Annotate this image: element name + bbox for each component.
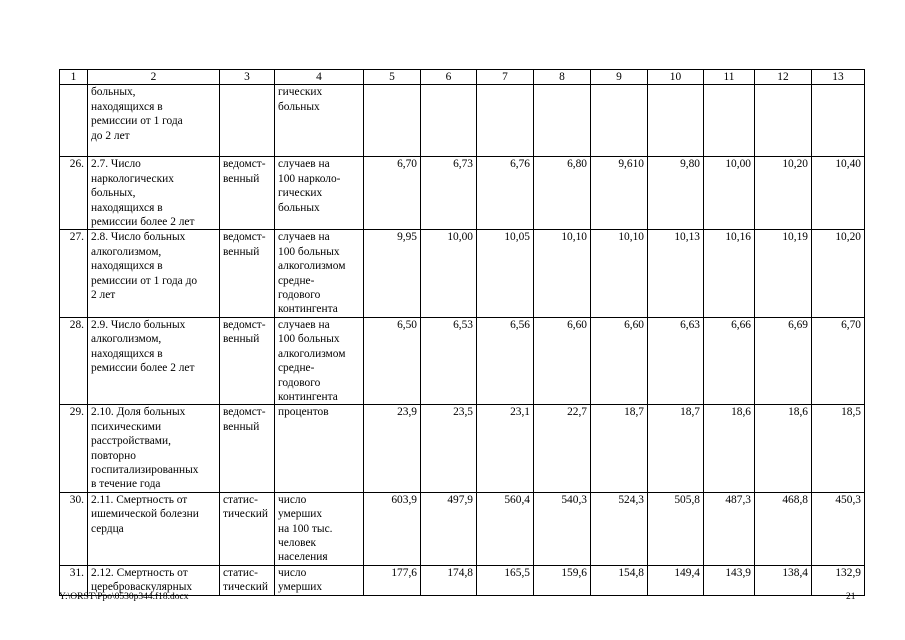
value-cell [812, 85, 865, 157]
column-header-7: 7 [477, 70, 534, 85]
column-header-10: 10 [648, 70, 704, 85]
value-cell: 18,6 [704, 405, 755, 492]
value-cell [364, 85, 421, 157]
value-cell: 23,9 [364, 405, 421, 492]
value-cell: 9,80 [648, 157, 704, 230]
column-header-12: 12 [755, 70, 812, 85]
source-type-cell: статис- тический [220, 565, 275, 595]
value-cell: 6,50 [364, 317, 421, 404]
value-cell: 149,4 [648, 565, 704, 595]
value-cell: 174,8 [421, 565, 477, 595]
row-number-cell [60, 85, 88, 157]
unit-cell: число умерших на 100 тыс. человек населения [275, 492, 364, 565]
unit-cell: гических больных [275, 85, 364, 157]
table-row [60, 317, 865, 404]
value-cell: 603,9 [364, 492, 421, 565]
indicator-name-cell: 2.9. Число больных алкоголизмом, находящихся в ремиссии более 2 лет [88, 317, 220, 404]
indicator-name-cell: 2.11. Смертность от ишемической болезни сердца [88, 492, 220, 565]
value-cell: 6,60 [591, 317, 648, 404]
value-cell: 22,7 [534, 405, 591, 492]
footer-file-path: Y:\ORST\Ppo\0530p344.f18.docx [59, 592, 189, 602]
column-header-11: 11 [704, 70, 755, 85]
row-number-cell: 30. [60, 492, 88, 565]
value-cell: 10,13 [648, 230, 704, 317]
value-cell: 6,69 [755, 317, 812, 404]
indicator-name-cell: 2.10. Доля больных психическими расстройствами, повторно госпитализированных в течение года [88, 405, 220, 492]
column-header-8: 8 [534, 70, 591, 85]
unit-cell: процентов [275, 405, 364, 492]
value-cell: 524,3 [591, 492, 648, 565]
table-body [60, 85, 865, 595]
table-row [60, 405, 865, 492]
value-cell: 159,6 [534, 565, 591, 595]
value-cell: 18,7 [648, 405, 704, 492]
value-cell: 10,05 [477, 230, 534, 317]
indicator-name-cell: 2.7. Число наркологических больных, находящихся в ремиссии более 2 лет [88, 157, 220, 230]
value-cell: 6,56 [477, 317, 534, 404]
row-number-cell: 31. [60, 565, 88, 595]
column-header-5: 5 [364, 70, 421, 85]
value-cell [534, 85, 591, 157]
value-cell: 9,610 [591, 157, 648, 230]
value-cell: 487,3 [704, 492, 755, 565]
source-type-cell: статис- тический [220, 492, 275, 565]
source-type-cell: ведомст- венный [220, 405, 275, 492]
value-cell: 10,16 [704, 230, 755, 317]
table-header-row [60, 70, 865, 85]
source-type-cell [220, 85, 275, 157]
value-cell: 10,40 [812, 157, 865, 230]
value-cell: 10,20 [755, 157, 812, 230]
value-cell: 540,3 [534, 492, 591, 565]
value-cell: 505,8 [648, 492, 704, 565]
value-cell: 18,5 [812, 405, 865, 492]
column-header-1: 1 [60, 70, 88, 85]
value-cell: 6,66 [704, 317, 755, 404]
row-number-cell: 27. [60, 230, 88, 317]
value-cell: 6,70 [364, 157, 421, 230]
value-cell [704, 85, 755, 157]
value-cell: 450,3 [812, 492, 865, 565]
value-cell [421, 85, 477, 157]
value-cell: 10,19 [755, 230, 812, 317]
value-cell: 143,9 [704, 565, 755, 595]
table-row [60, 85, 865, 157]
source-type-cell: ведомст- венный [220, 230, 275, 317]
value-cell: 10,00 [704, 157, 755, 230]
value-cell: 177,6 [364, 565, 421, 595]
indicator-name-cell: 2.12. Смертность от цереброваскулярных [88, 565, 220, 595]
unit-cell: случаев на 100 нарколо- гических больных [275, 157, 364, 230]
value-cell: 497,9 [421, 492, 477, 565]
value-cell: 23,1 [477, 405, 534, 492]
table-row [60, 492, 865, 565]
row-number-cell: 29. [60, 405, 88, 492]
value-cell [591, 85, 648, 157]
value-cell: 468,8 [755, 492, 812, 565]
value-cell: 23,5 [421, 405, 477, 492]
value-cell: 10,00 [421, 230, 477, 317]
column-header-2: 2 [88, 70, 220, 85]
value-cell [648, 85, 704, 157]
row-number-cell: 26. [60, 157, 88, 230]
value-cell: 18,6 [755, 405, 812, 492]
value-cell: 6,73 [421, 157, 477, 230]
value-cell: 6,70 [812, 317, 865, 404]
value-cell: 10,20 [812, 230, 865, 317]
value-cell: 6,53 [421, 317, 477, 404]
source-type-cell: ведомст- венный [220, 317, 275, 404]
value-cell: 165,5 [477, 565, 534, 595]
row-number-cell: 28. [60, 317, 88, 404]
indicators-table [59, 69, 865, 596]
value-cell: 6,76 [477, 157, 534, 230]
source-type-cell: ведомст- венный [220, 157, 275, 230]
table-row [60, 565, 865, 595]
value-cell: 6,63 [648, 317, 704, 404]
value-cell [477, 85, 534, 157]
value-cell: 132,9 [812, 565, 865, 595]
column-header-9: 9 [591, 70, 648, 85]
unit-cell: случаев на 100 больных алкоголизмом средне- годового контингента [275, 317, 364, 404]
value-cell: 560,4 [477, 492, 534, 565]
column-header-4: 4 [275, 70, 364, 85]
value-cell: 9,95 [364, 230, 421, 317]
table-row [60, 157, 865, 230]
column-header-6: 6 [421, 70, 477, 85]
value-cell: 154,8 [591, 565, 648, 595]
indicator-name-cell: 2.8. Число больных алкоголизмом, находящихся в ремиссии от 1 года до 2 лет [88, 230, 220, 317]
value-cell: 10,10 [534, 230, 591, 317]
indicator-name-cell: больных, находящихся в ремиссии от 1 года до 2 лет [88, 85, 220, 157]
column-header-13: 13 [812, 70, 865, 85]
footer-page-number: 21 [846, 592, 856, 602]
value-cell: 6,60 [534, 317, 591, 404]
column-header-3: 3 [220, 70, 275, 85]
value-cell: 18,7 [591, 405, 648, 492]
value-cell: 138,4 [755, 565, 812, 595]
unit-cell: число умерших [275, 565, 364, 595]
value-cell [755, 85, 812, 157]
unit-cell: случаев на 100 больных алкоголизмом средне- годового контингента [275, 230, 364, 317]
value-cell: 10,10 [591, 230, 648, 317]
value-cell: 6,80 [534, 157, 591, 230]
table-row [60, 230, 865, 317]
